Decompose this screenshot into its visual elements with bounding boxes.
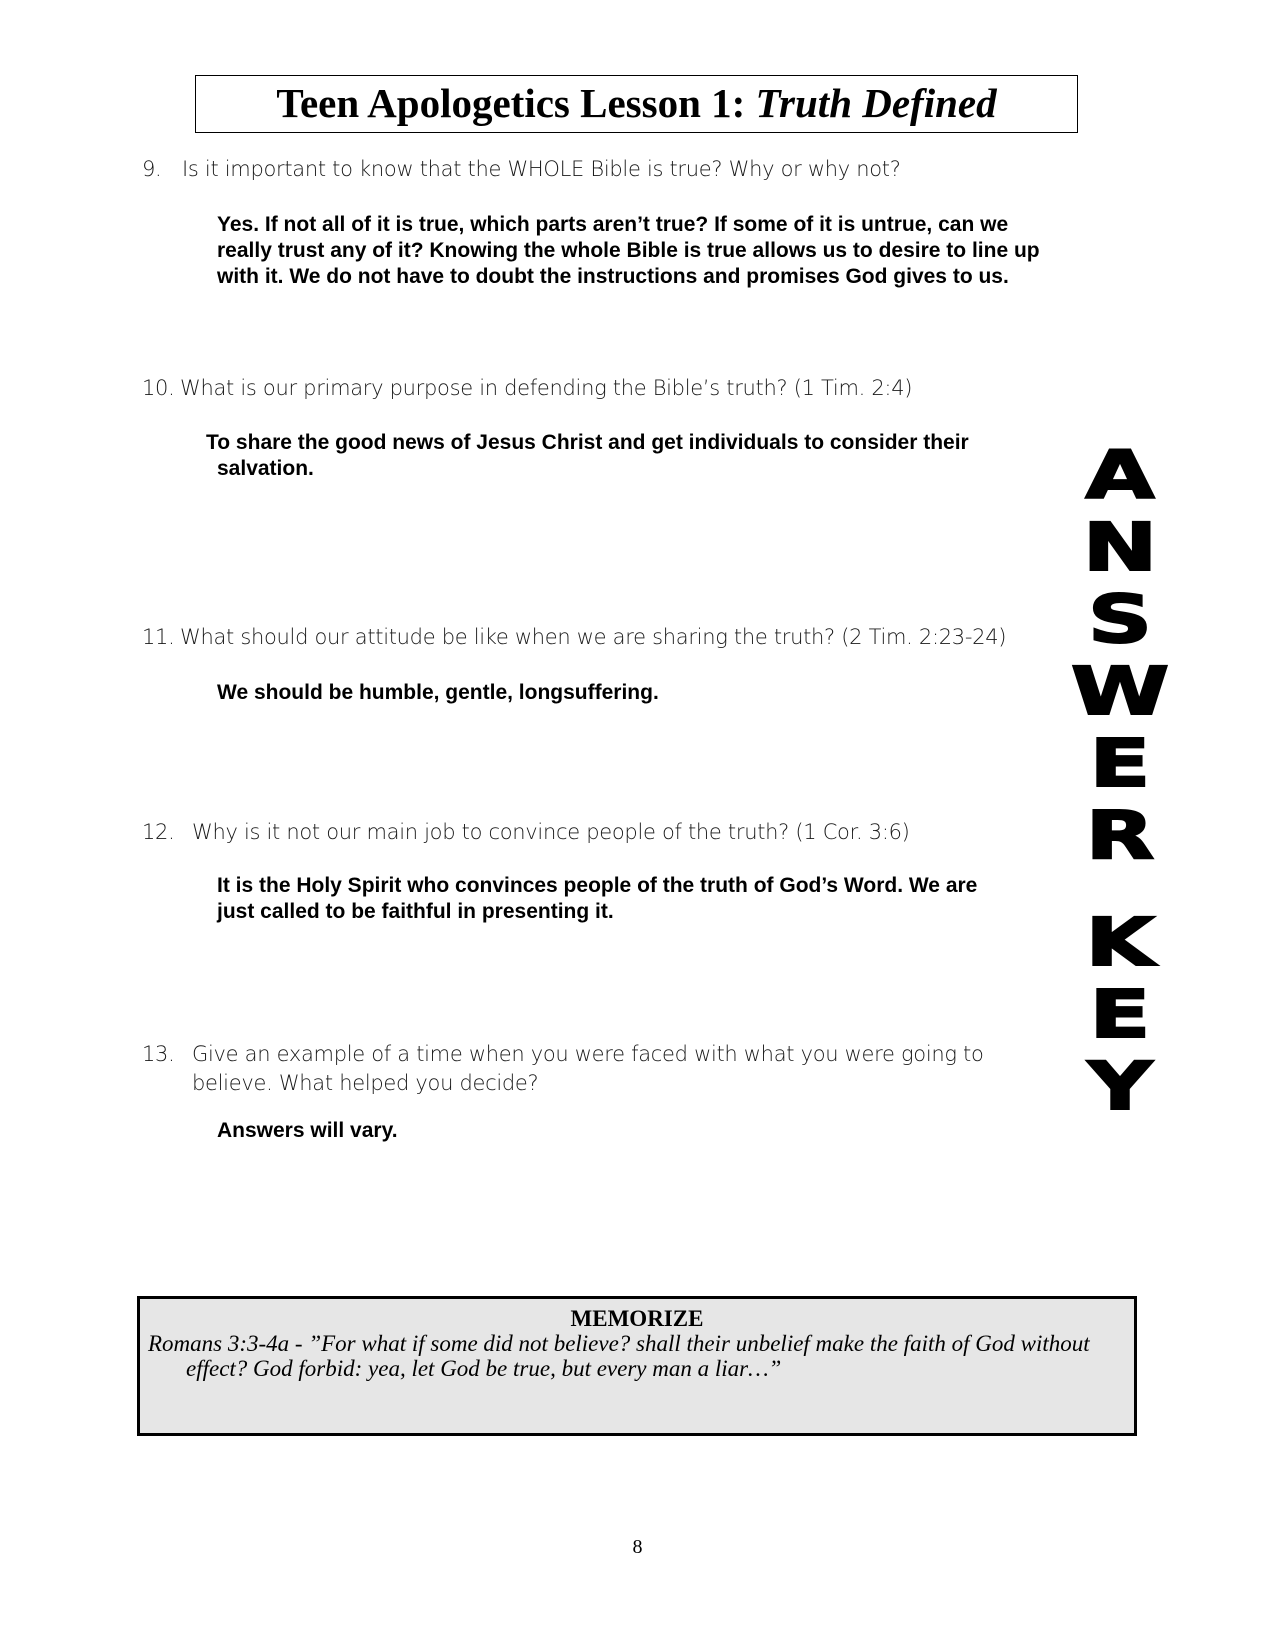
answer-key-letter: E <box>1089 725 1151 802</box>
answer-line: Yes. If not all of it is true, which parts aren’t true? If some of it is untrue, can we <box>217 213 1009 236</box>
question-text-line: believe. What helped you decide? <box>192 1071 539 1095</box>
question-number: 12. <box>142 820 175 844</box>
question-text: Why is it not our main job to convince people of the truth? (1 Cor. 3:6) <box>192 820 910 844</box>
memorize-heading: MEMORIZE <box>570 1306 704 1331</box>
answer-line: with it. We do not have to doubt the instructions and promises God gives to us. <box>217 265 1009 288</box>
question-9 <box>142 157 901 181</box>
answer-key-letter: R <box>1085 797 1155 874</box>
lesson-title <box>195 75 1078 133</box>
page-number: 8 <box>632 1536 643 1558</box>
answer-key-letter: N <box>1082 509 1158 586</box>
answer-9 <box>217 212 1040 290</box>
lesson-title-italic: Truth Defined <box>755 80 997 126</box>
question-10 <box>142 376 912 400</box>
question-text: What is our primary purpose in defending the Bible’s truth? (1 Tim. 2:4) <box>180 376 913 400</box>
answer-key-letter: K <box>1085 904 1155 981</box>
memorize-box <box>137 1296 1137 1436</box>
answer-line: We should be humble, gentle, longsuffering. <box>217 681 659 704</box>
question-text: What should our attitude be like when we are sharing the truth? (2 Tim. 2:23-24) <box>180 625 1007 649</box>
question-number: 9. <box>142 157 162 181</box>
answer-key-letter: Y <box>1087 1048 1153 1125</box>
question-11 <box>142 625 1006 649</box>
answer-line: really trust any of it? Knowing the whole Bible is true allows us to desire to line up <box>217 239 1040 262</box>
answer-line: salvation. <box>217 457 314 480</box>
question-text: Is it important to know that the WHOLE Bible is true? Why or why not? <box>182 157 901 181</box>
question-13 <box>142 1040 984 1098</box>
question-number: 13. <box>142 1042 175 1066</box>
question-text-line: Give an example of a time when you were faced with what you were going to <box>192 1042 984 1066</box>
answer-10 <box>206 430 969 482</box>
answer-line: It is the Holy Spirit who convinces people of the truth of God’s Word. We are <box>217 874 978 897</box>
answer-key-letter: S <box>1087 581 1153 658</box>
answer-13 <box>217 1118 398 1144</box>
answer-12 <box>217 873 977 925</box>
answer-key-letter: A <box>1085 437 1155 514</box>
lesson-title-plain: Teen Apologetics Lesson 1: <box>276 80 756 126</box>
answer-key-label <box>1070 437 1170 1125</box>
answer-key-letter: W <box>1070 653 1170 730</box>
answer-line: To share the good news of Jesus Christ and get individuals to consider their <box>206 431 969 454</box>
question-12 <box>142 820 910 844</box>
question-number: 11. <box>142 625 175 649</box>
answer-key-letter: E <box>1089 976 1151 1053</box>
answer-line: Answers will vary. <box>217 1119 398 1142</box>
memory-verse: Romans 3:3-4a - ”For what if some did not believe? shall their unbelief make the faith of God without effect? God forbid: yea, let God be true, but every man a liar…” <box>148 1331 1090 1381</box>
answer-line: just called to be faithful in presenting it. <box>217 900 614 923</box>
question-number: 10. <box>142 376 175 400</box>
answer-11 <box>217 680 659 706</box>
